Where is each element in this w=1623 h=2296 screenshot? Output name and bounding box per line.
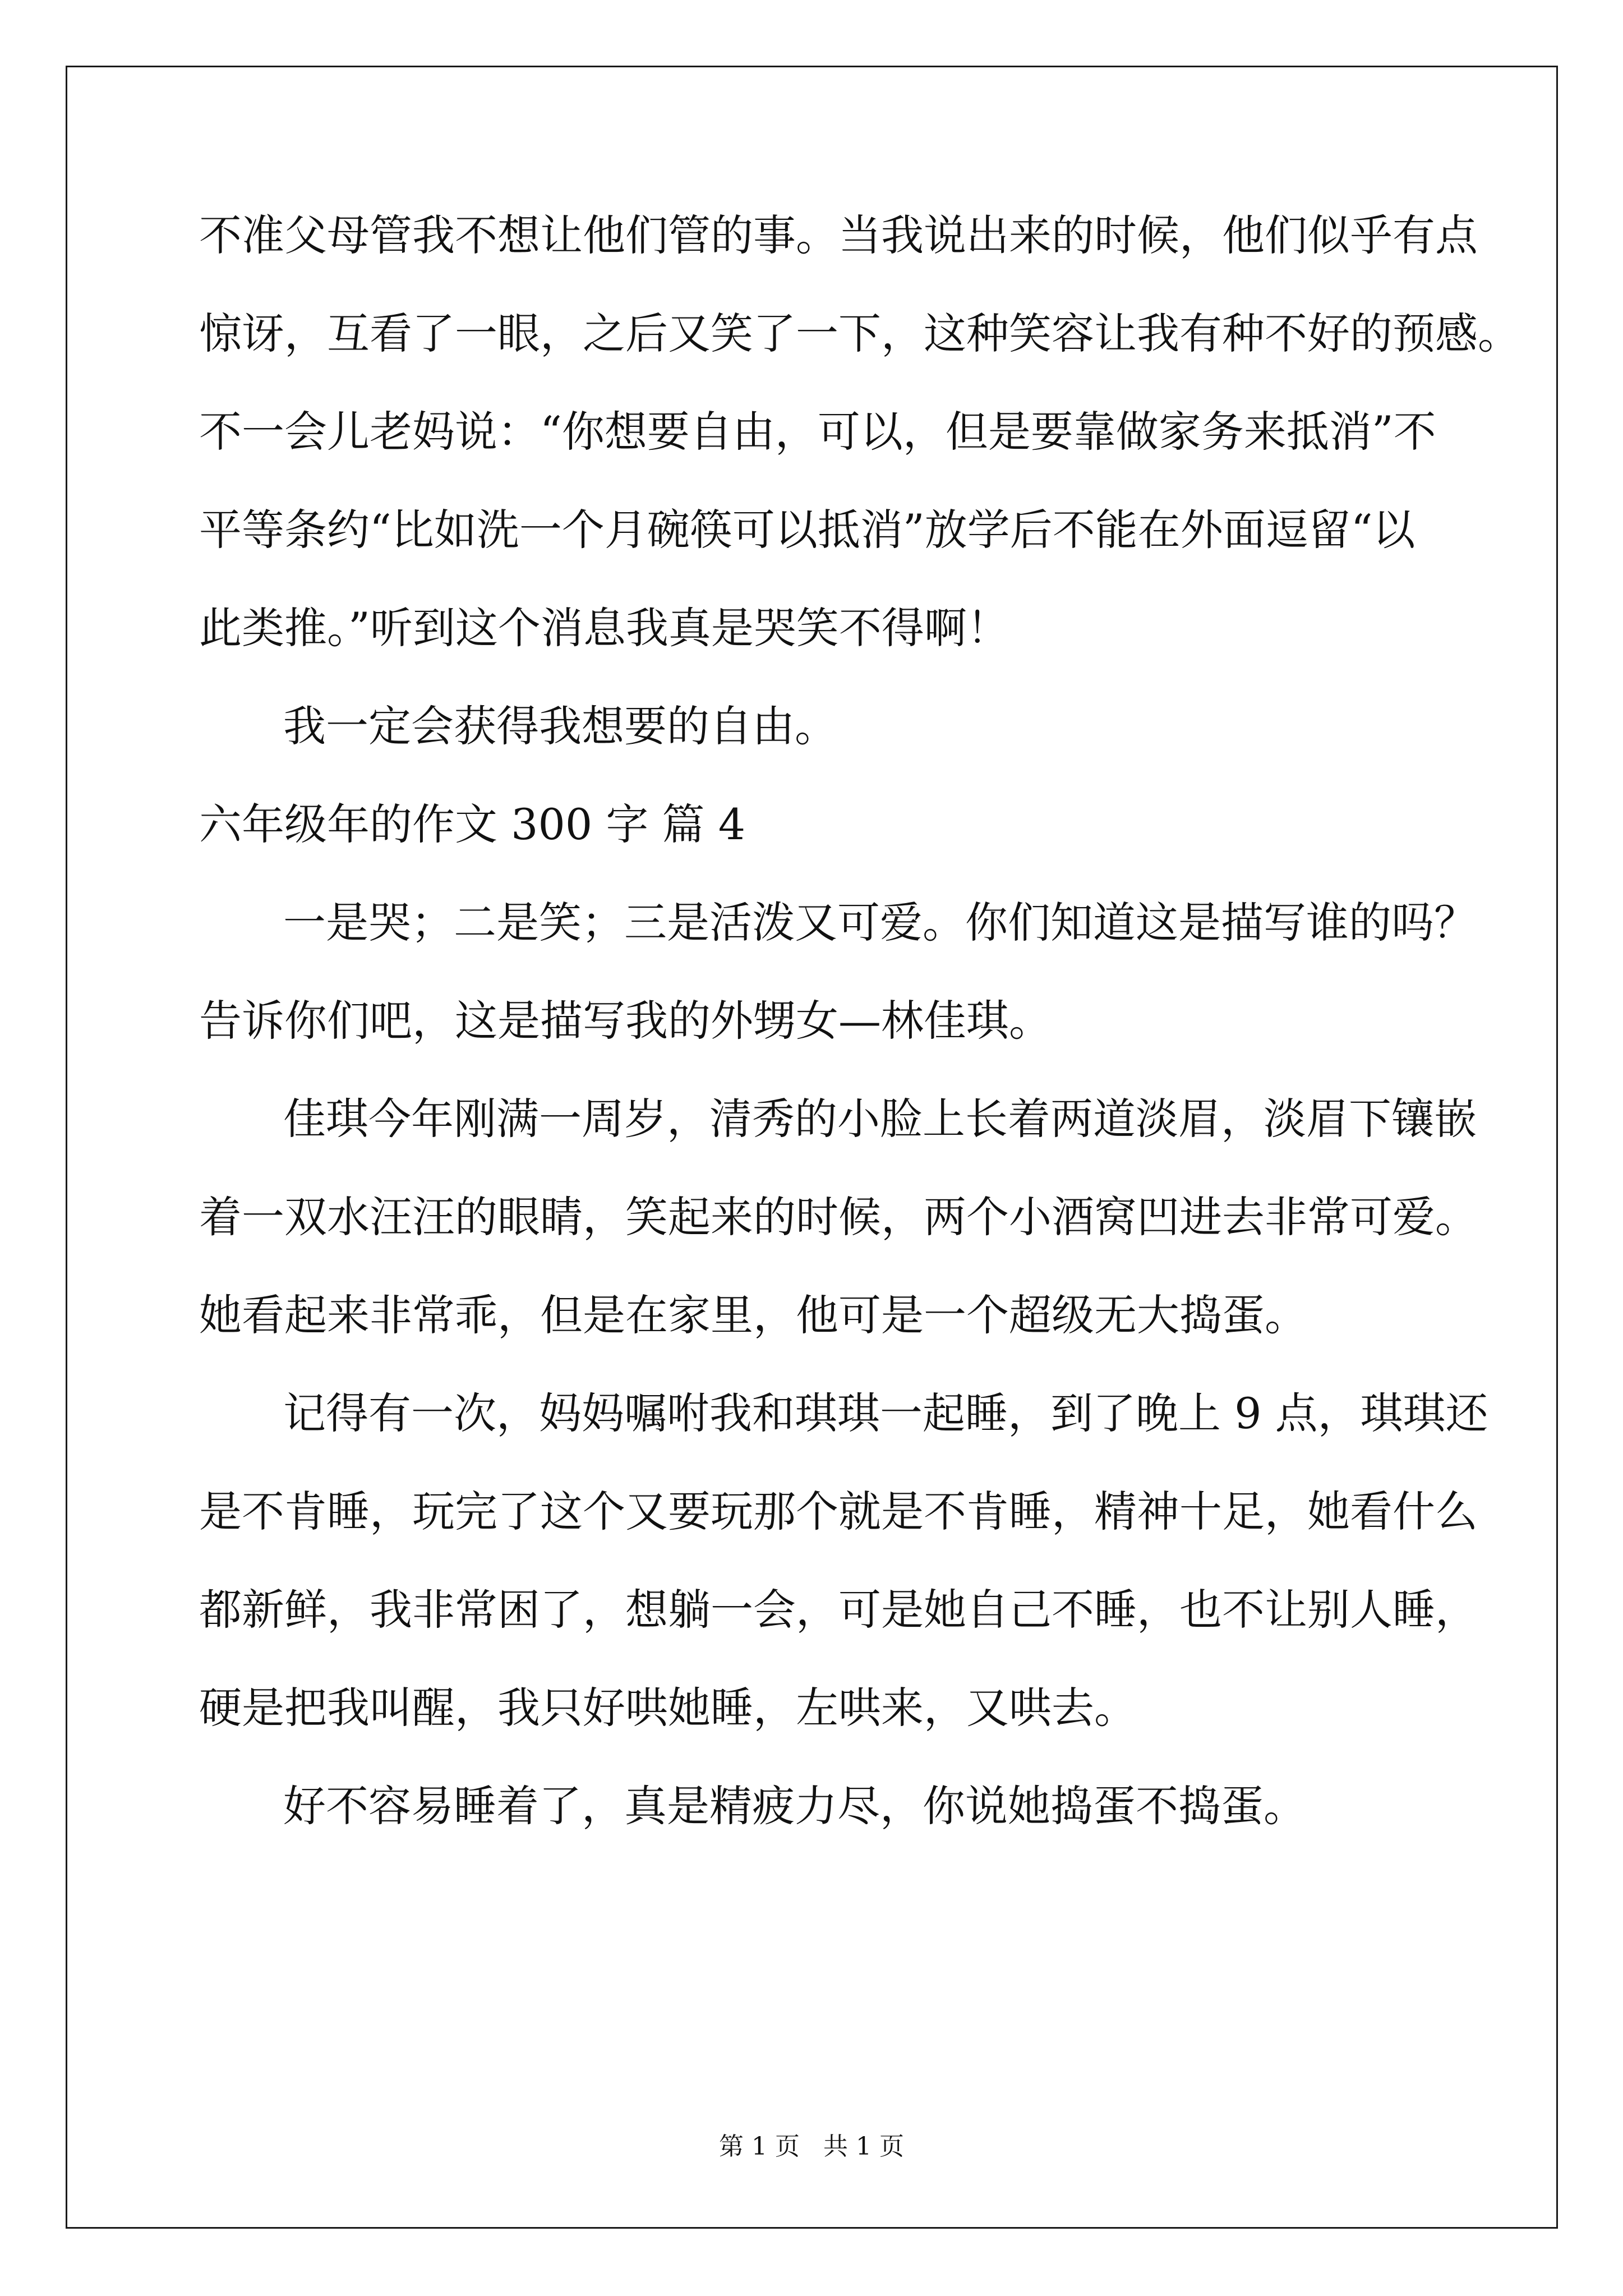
text-line: 告诉你们吧，这是描写我的外甥女—林佳琪。 — [199, 996, 1052, 1046]
paragraph-line: 佳琪今年刚满一周岁，清秀的小脸上长着两道淡眉，淡眉下镶嵌 — [283, 1094, 1477, 1144]
paragraph-line: 记得有一次，妈妈嘱咐我和琪琪一起睡，到了晚上 9 点，琪琪还 — [283, 1388, 1488, 1438]
page-footer: 第 1 页 共 1 页 — [719, 2132, 904, 2161]
text-line: 硬是把我叫醒，我只好哄她睡，左哄来，又哄去。 — [199, 1683, 1137, 1733]
text-line: 她看起来非常乖，但是在家里，他可是一个超级无大捣蛋。 — [199, 1290, 1307, 1340]
section-heading: 六年级年的作文 300 字 篇 4 — [199, 799, 746, 849]
text-line: 惊讶，互看了一眼，之后又笑了一下，这种笑容让我有种不好的预感。 — [199, 309, 1520, 358]
text-line: 都新鲜，我非常困了，想躺一会，可是她自己不睡，也不让别人睡， — [199, 1585, 1478, 1635]
paragraph-line: 一是哭；二是笑；三是活泼又可爱。你们知道这是描写谁的吗？ — [283, 898, 1477, 947]
text-line: 不一会儿老妈说：“你想要自由，可以，但是要靠做家务来抵消”不 — [199, 407, 1436, 457]
page-border — [66, 66, 1558, 2229]
text-line: 着一双水汪汪的眼睛，笑起来的时候，两个小酒窝凹进去非常可爱。 — [199, 1192, 1478, 1242]
text-line: 此类推。”听到这个消息我真是哭笑不得啊！ — [199, 603, 1009, 653]
paragraph-line: 好不容易睡着了，真是精疲力尽，你说她捣蛋不捣蛋。 — [283, 1781, 1306, 1831]
text-line: 是不肯睡，玩完了这个又要玩那个就是不肯睡，精神十足，她看什么 — [199, 1487, 1478, 1536]
text-line: 平等条约“比如洗一个月碗筷可以抵消”放学后不能在外面逗留“以 — [199, 505, 1415, 555]
paragraph-line: 我一定会获得我想要的自由。 — [283, 701, 837, 751]
text-line: 不准父母管我不想让他们管的事。当我说出来的时候，他们似乎有点 — [199, 210, 1478, 260]
